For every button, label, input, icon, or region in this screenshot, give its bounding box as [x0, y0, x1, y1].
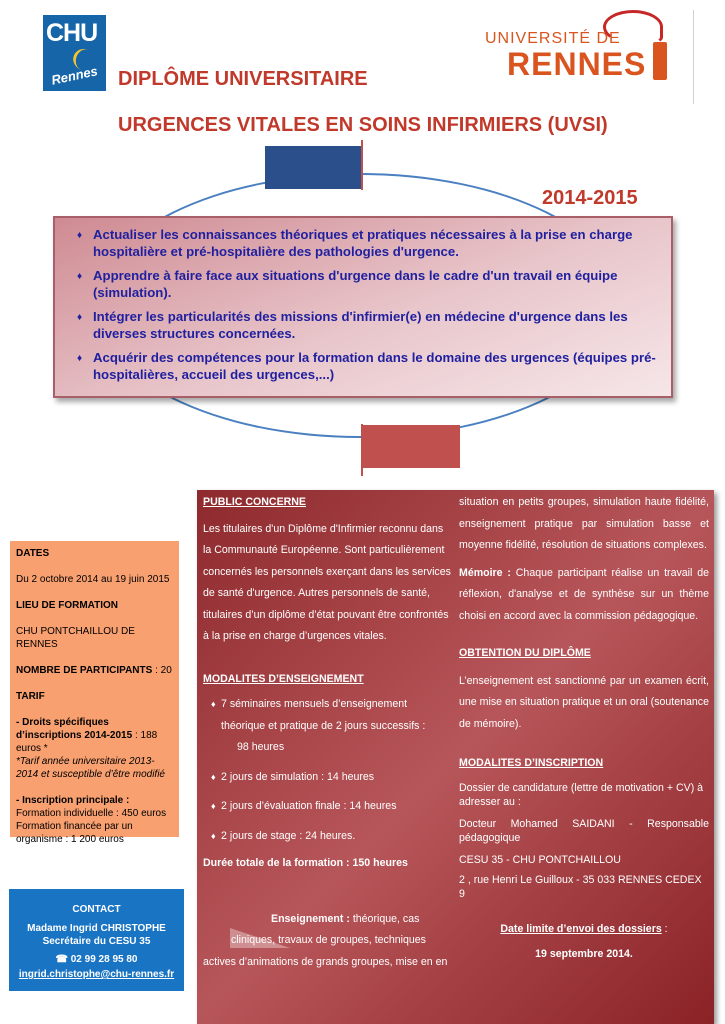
inscription-label: - Inscription principale : [16, 795, 130, 806]
participants: NOMBRE DE PARTICIPANTS : 20 [16, 665, 172, 676]
academic-year: 2014-2015 [542, 187, 638, 209]
modalites-heading: MODALITES D’ENSEIGNEMENT [203, 672, 364, 685]
modalite-item: ♦ 2 jours d’évaluation finale : 14 heures [203, 796, 453, 818]
universite-rennes-logo [485, 8, 675, 80]
inscription-address: 2 , rue Henri Le Guilloux - 35 033 RENNES CEDEX 9 [459, 873, 702, 900]
univ-logo-one-icon [653, 42, 667, 80]
diamond-bullet-icon: ♦ [211, 771, 216, 782]
droits: - Droits spécifiques d’inscriptions 2014-2015 : 188 euros * [16, 717, 158, 754]
details-left-column [203, 492, 453, 973]
obtention-text: L’enseignement est sanctionné par un examen écrit, une mise en situation pratique et un oral (soutenance de mémoire). [459, 674, 709, 730]
enseignement-cont: cliniques, travaux de groupes, techniques [231, 934, 426, 946]
enseignement-text: théorique, cas [349, 912, 420, 925]
tarif-label: TARIF [16, 691, 45, 702]
contact-role: Secrétaire du CESU 35 [42, 936, 151, 947]
dates-value: Du 2 octobre 2014 au 19 juin 2015 [16, 574, 170, 585]
place-label: LIEU DE FORMATION [16, 600, 119, 611]
decorative-red-block [362, 425, 460, 468]
contact-email[interactable]: ingrid.christophe@chu-rennes.fr [18, 969, 175, 980]
seminar-hours: 98 heures [237, 741, 285, 753]
decorative-blue-block [265, 146, 362, 189]
diamond-bullet-icon: ♦ [77, 271, 83, 282]
phone-icon: ☎ [55, 954, 71, 965]
objectives-box [53, 216, 673, 398]
header-divider [693, 10, 694, 104]
objective-item: ♦ Apprendre à faire face aux situations d'urgence dans le cadre d'un travail en équipe (simulation). [77, 268, 618, 300]
chu-logo-text: CHU [46, 19, 98, 47]
objective-item: ♦ Acquérir des compétences pour la formation dans le domaine des urgences (équipes pré-hospitalières, accueil des urgences,...) [77, 350, 656, 382]
enseignement-start: Enseignement : théorique, cas [271, 912, 420, 925]
inscription-dossier: Dossier de candidature (lettre de motivation + CV) à adresser au : [459, 781, 704, 808]
univ-logo-line1: UNIVERSITÉ DE [485, 30, 621, 47]
obtention-heading: OBTENTION DU DIPLÔME [459, 647, 591, 659]
public-text: Les titulaires d'un Diplôme d'Infirmier reconnu dans la Communauté Européenne. Sont particulièrement concernés les personnels exerçant dans les services de santé d'urgence. Autres personnels de santé, titulaires d’un diplôme d’état pouvant être confrontés à la prise en charge d’urgences vitales. [203, 522, 451, 642]
chu-logo-city: Rennes [49, 63, 100, 88]
inscription-funded: Formation financée par un organisme : 1 200 euros [16, 821, 133, 845]
univ-logo-line2: RENNES [507, 46, 647, 82]
inscription-heading: MODALITES D’INSCRIPTION [459, 757, 604, 769]
dates-label: DATES [16, 548, 50, 559]
modalite-item: ♦ 7 séminaires mensuels d’enseignement théorique et pratique de 2 jours successifs : [203, 694, 453, 737]
enseignement-cont2: actives d’animations de grands groupes, mise en en [203, 955, 448, 968]
details-right-column [459, 492, 709, 966]
decorative-line-bottom [361, 424, 363, 476]
diamond-bullet-icon: ♦ [77, 230, 83, 241]
inscription-individual: Formation individuelle : 450 euros [16, 808, 167, 819]
objective-item: ♦ Actualiser les connaissances théoriques et pratiques nécessaires à la prise en charge hospitalière et pré-hospitalière des pathologies d'urgence. [77, 227, 633, 259]
tarif-note: *Tarif année universitaire 2013-2014 et susceptible d’être modifié [16, 756, 165, 780]
contact-name: Madame Ingrid CHRISTOPHE [27, 923, 166, 934]
diamond-bullet-icon: ♦ [211, 801, 216, 811]
deadline-date: 19 septembre 2014. [535, 948, 633, 960]
diamond-bullet-icon: ♦ [77, 353, 83, 364]
title-program: URGENCES VITALES EN SOINS INFIRMIERS (UVSI) [118, 114, 608, 136]
diamond-bullet-icon: ♦ [77, 312, 83, 323]
decorative-line-top [361, 140, 363, 190]
diamond-bullet-icon: ♦ [211, 830, 216, 841]
title-diplome: DIPLÔME UNIVERSITAIRE [118, 68, 368, 90]
modalite-item: ♦ 2 jours de stage : 24 heures. [203, 826, 453, 848]
memoire: Mémoire : Chaque participant réalise un travail de réflexion, d'analyse et de synthèse sur un thème choisi en accord avec la commission pédagogique. [459, 566, 709, 622]
place-value: CHU PONTCHAILLOU DE RENNES [16, 626, 135, 650]
inscription-person: Docteur Mohamed SAIDANI - Responsable pédagogique [459, 817, 709, 844]
deadline-line: Date limite d’envoi des dossiers : [500, 922, 668, 935]
total-duration: Durée totale de la formation : 150 heures [203, 857, 408, 869]
contact-phone: ☎ 02 99 28 95 80 [55, 954, 138, 965]
info-box [10, 541, 179, 845]
contact-title: CONTACT [72, 904, 121, 915]
inscription-org: CESU 35 - CHU PONTCHAILLOU [459, 853, 621, 866]
diamond-bullet-icon: ♦ [211, 699, 216, 709]
public-heading: PUBLIC CONCERNE [203, 496, 306, 508]
objective-item: ♦ Intégrer les particularités des missions d'infirmier(e) en médecine d'urgence dans les diverses structures concernées. [77, 309, 628, 341]
modalite-item: ♦ 2 jours de simulation : 14 heures [203, 767, 453, 789]
chu-rennes-logo [43, 15, 106, 91]
enseignement-end: situation en petits groupes, simulation haute fidélité, enseignement pratique par simulation basse et moyenne fidélité, résolution de situations complexes. [459, 496, 709, 551]
contact-box [9, 889, 184, 991]
